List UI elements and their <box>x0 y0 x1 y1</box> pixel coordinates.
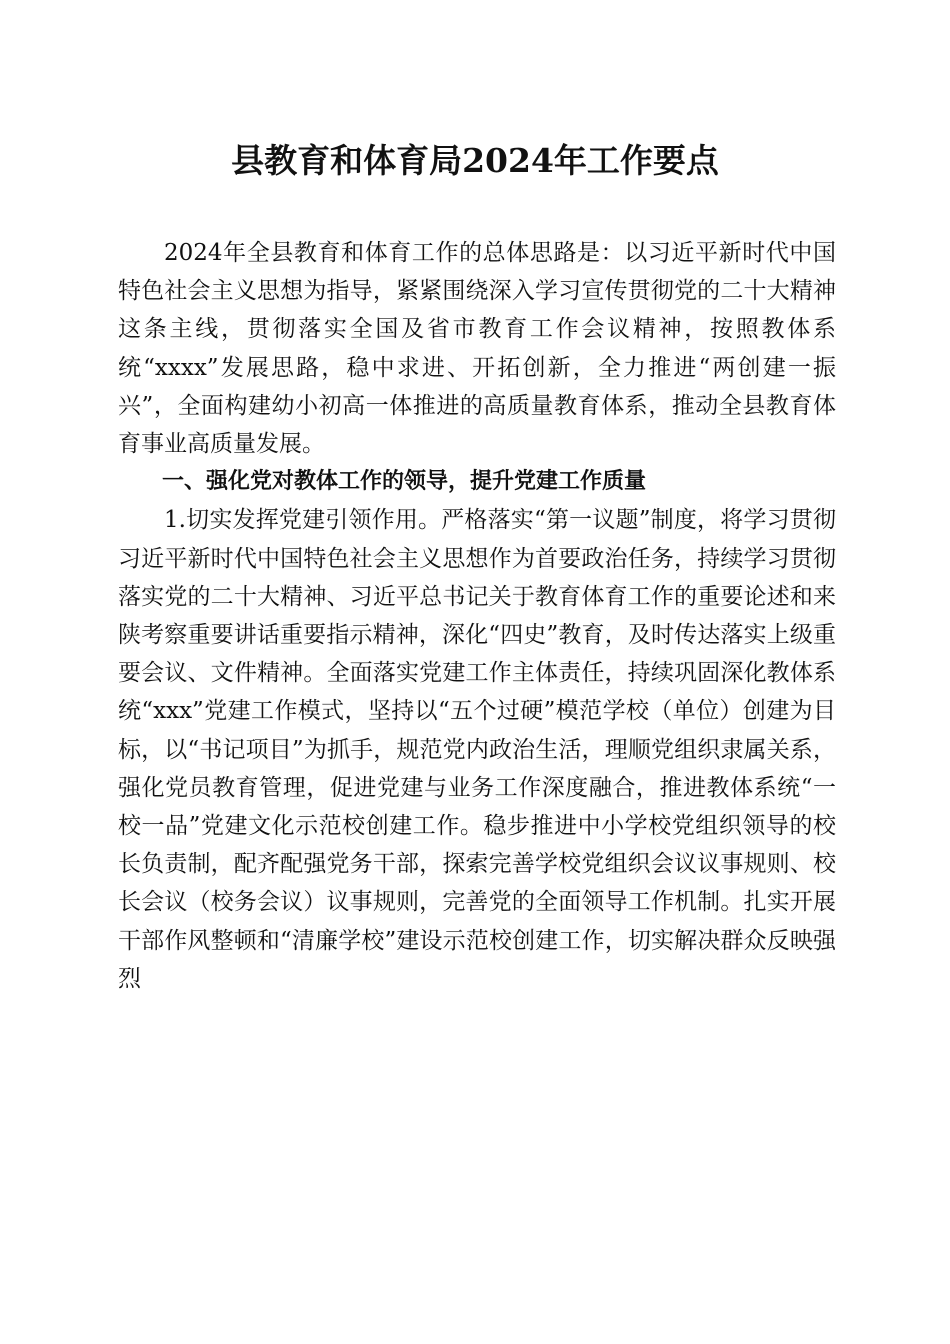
section-heading-1: 一、强化党对教体工作的领导，提升党建工作质量 <box>162 469 647 495</box>
section-1-item-1: 1.切实发挥党建引领作用。严格落实“第一议题”制度，将学习贯彻习近平新时代中国特色社会主义思想作为首要政治任务，持续学习贯彻落实党的二十大精神、习近平总书记关于教育体育工作的重要论述和来陕考察重要讲话重要指示精神，深化“四史”教育，及时传达落实上级重要会议、文件精神。全面落实党建工作主体责任，持续巩固深化教体系统“xxx”党建工作模式，坚持以“五个过硬”模范学校（单位）创建为目标，以“书记项目”为抓手，规范党内政治生活，理顺党组织隶属关系，强化党员教育管理，促进党建与业务工作深度融合，推进教体系统“一校一品”党建文化示范校创建工作。稳步推进中小学校党组织领导的校长负责制，配齐配强党务干部，探索完善学校党组织会议议事规则、校长会议（校务会议）议事规则，完善党的全面领导工作机制。扎实开展干部作风整顿和“清廉学校”建设示范校创建工作，切实解决群众反映强烈 <box>118 507 836 992</box>
document-title: 县教育和体育局2024年工作要点 <box>231 141 719 180</box>
document-body <box>118 234 836 998</box>
intro-paragraph: 2024年全县教育和体育工作的总体思路是：以习近平新时代中国特色社会主义思想为指导，紧紧围绕深入学习宣传贯彻党的二十大精神这条主线，贯彻落实全国及省市教育工作会议精神，按照教体系统“xxxx”发展思路，稳中求进、开拓创新，全力推进“两创建一振兴”，全面构建幼小初高一体推进的高质量教育体系，推动全县教育体育事业高质量发展。 <box>118 240 836 458</box>
